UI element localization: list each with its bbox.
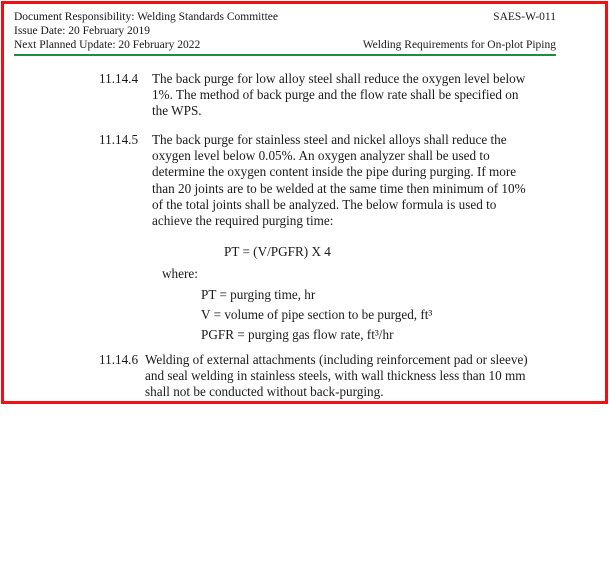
section-text-line: 1%. The method of back purge and the flow rate shall be specified on [152,87,519,103]
formula-definition: PT = purging time, hr [201,287,316,302]
section-text-line: The back purge for low alloy steel shall reduce the oxygen level below [152,71,526,86]
section-number: 11.14.4 [99,71,139,86]
doc-number: SAES-W-011 [493,11,556,23]
section-text-line: shall not be conducted without back-purging. [145,384,384,400]
section-text-line: Welding of external attachments (including reinforcement pad or sleeve) [145,352,528,367]
section-text-line: achieve the required purging time: [152,213,334,229]
section-text-line: determine the oxygen content inside the pipe during purging. If more [152,164,517,180]
section-number: 11.14.6 [99,352,139,367]
issue-date: Issue Date: 20 February 2019 [14,25,151,37]
formula-definition: V = volume of pipe section to be purged, ft³ [201,307,433,322]
section-number: 11.14.5 [99,132,139,147]
purge-formula: PT = (V/PGFR) X 4 [224,244,331,259]
section-text-line: the WPS. [152,103,202,119]
formula-definition: PGFR = purging gas flow rate, ft³/hr [201,327,394,342]
doc-responsibility: Document Responsibility: Welding Standards Committee [14,11,278,23]
section-text-line: The back purge for stainless steel and nickel alloys shall reduce the [152,132,507,147]
doc-title: Welding Requirements for On-plot Piping [362,39,556,51]
section-text-line: and seal welding in stainless steels, with wall thickness less than 10 mm [145,368,526,384]
section-11-14-4 [99,71,569,120]
formula-where-label: where: [162,266,198,281]
section-text-line: of the total joints shall be analyzed. The below formula is used to [152,196,497,212]
section-11-14-5 [99,132,569,229]
header-rule [14,54,556,56]
section-text-line: oxygen level below 0.05%. An oxygen analyzer shall be used to [152,148,490,164]
section-text-line: than 20 joints are to be welded at the same time then minimum of 10% [152,180,526,196]
document-frame [1,1,608,404]
next-planned-update: Next Planned Update: 20 February 2022 [14,39,201,51]
section-11-14-6 [99,352,579,401]
